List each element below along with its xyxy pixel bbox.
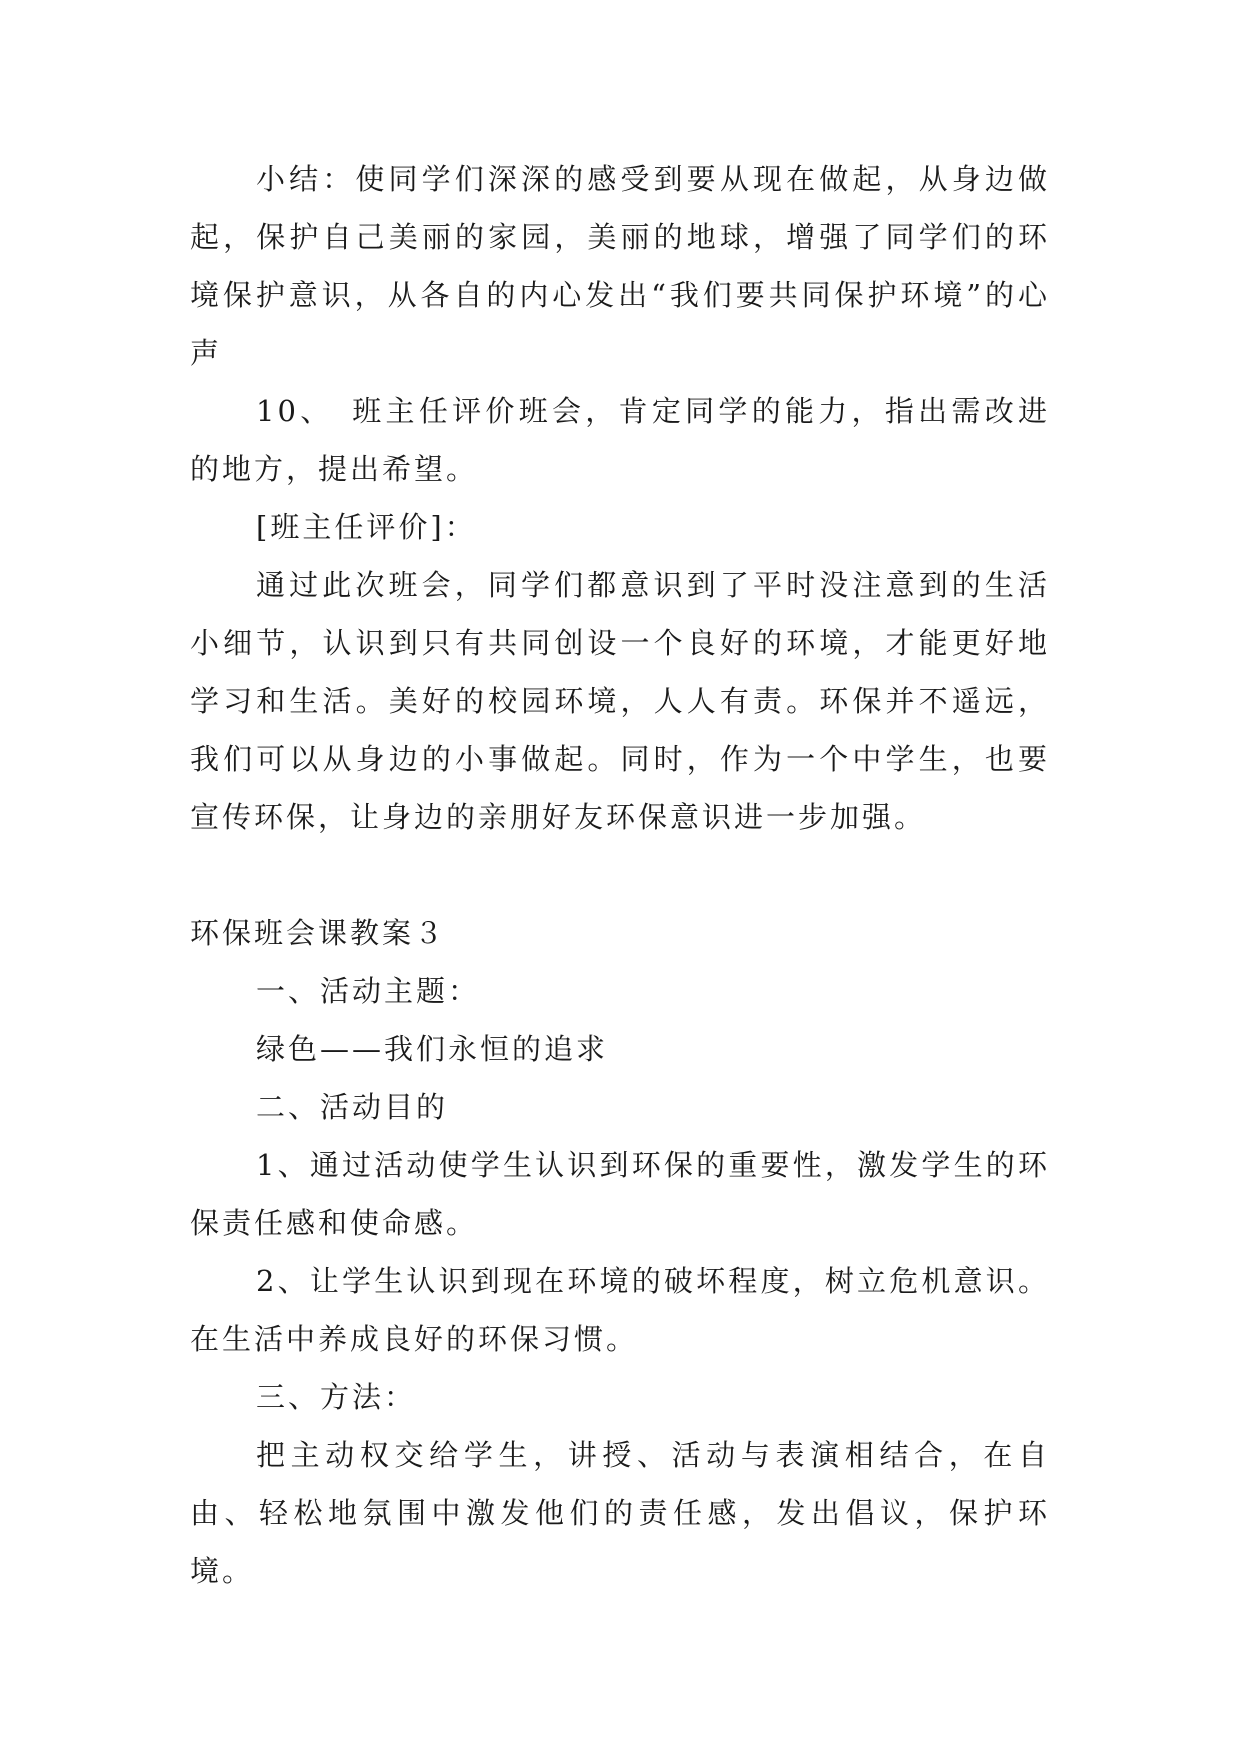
theme-label: 一、活动主题：	[256, 974, 481, 1008]
goal-item-2: 2、让学生认识到现在环境的破坏程度，树立危机意识。在生活中养成良好的环保习惯。	[190, 1264, 1050, 1356]
teacher-evaluation-label: [班主任评价]：	[256, 510, 477, 544]
lesson-plan-title: 环保班会课教案３	[190, 916, 447, 950]
goal-item-1: 1、通过活动使学生认识到环保的重要性，激发学生的环保责任感和使命感。	[190, 1148, 1050, 1240]
section-spacer	[190, 846, 1050, 904]
teacher-evaluation-paragraph: 通过此次班会，同学们都意识到了平时没注意到的生活小细节，认识到只有共同创设一个良好的环境，才能更好地学习和生活。美好的校园环境，人人有责。环保并不遥远，我们可以从身边的小事做起。同时，作为一个中学生，也要宣传环保，让身边的亲朋好友环保意识进一步加强。	[190, 568, 1050, 834]
item-10-paragraph: 10、 班主任评价班会，肯定同学的能力，指出需改进的地方，提出希望。	[190, 394, 1050, 486]
document-page	[190, 150, 1050, 1600]
method-label: 三、方法：	[256, 1380, 417, 1414]
goal-label: 二、活动目的	[256, 1090, 449, 1124]
method-paragraph: 把主动权交给学生，讲授、活动与表演相结合，在自由、轻松地氛围中激发他们的责任感，发出倡议，保护环境。	[190, 1438, 1050, 1588]
summary-paragraph: 小结：使同学们深深的感受到要从现在做起，从身边做起，保护自己美丽的家园，美丽的地球，增强了同学们的环境保护意识，从各自的内心发出“我们要共同保护环境”的心声	[190, 162, 1050, 370]
theme-text: 绿色——我们永恒的追求	[256, 1032, 609, 1066]
